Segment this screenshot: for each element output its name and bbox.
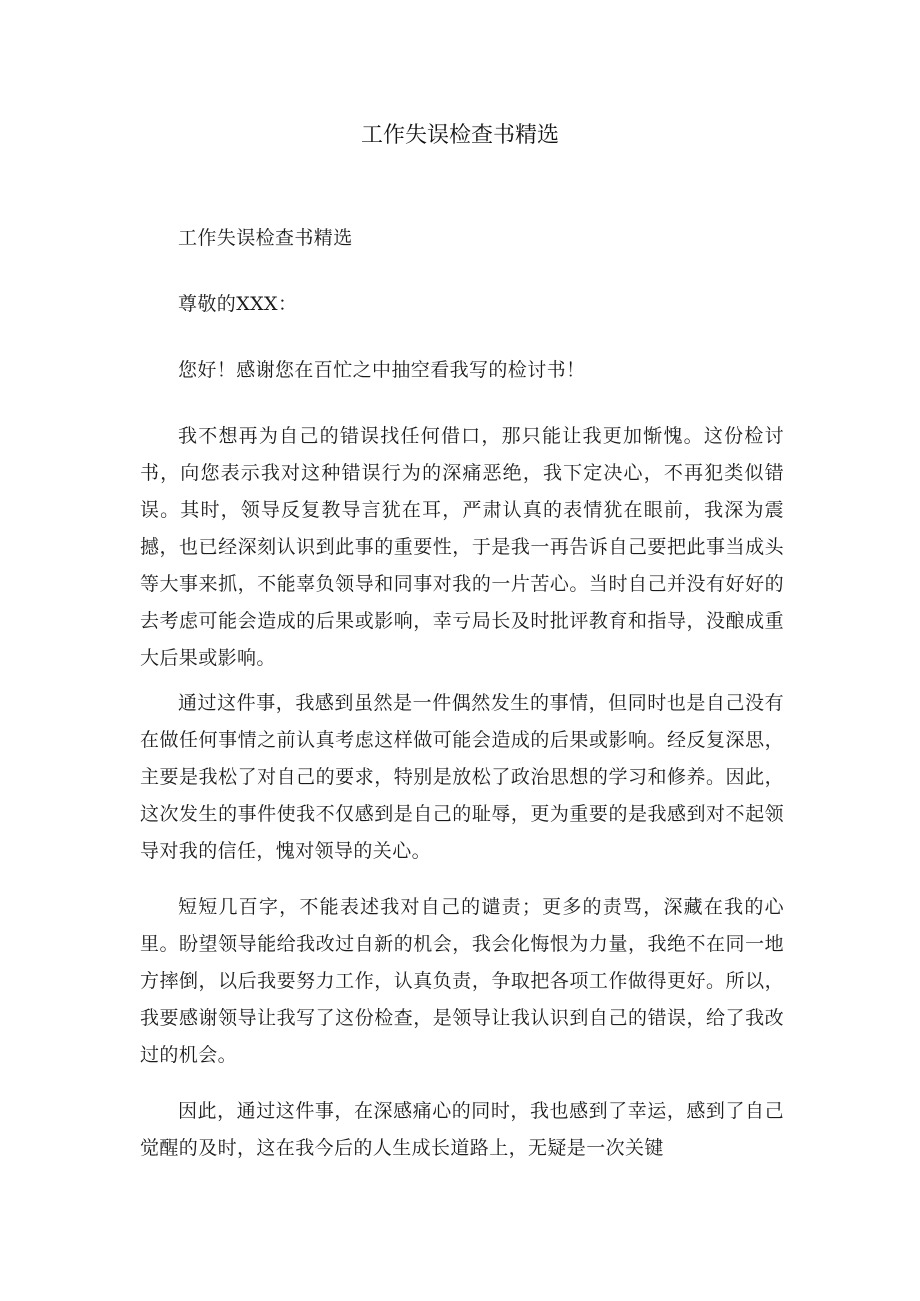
salutation: 尊敬的XXX： (178, 293, 298, 315)
document-subtitle: 工作失误检查书精选 (178, 227, 353, 249)
paragraph: 因此，通过这件事，在深感痛心的同时，我也感到了幸运，感到了自己觉醒的及时，这在我今后的人生成长道路上，无疑是一次关键 (140, 1100, 784, 1159)
paragraph: 短短几百字，不能表述我对自己的谴责；更多的责骂，深藏在我的心里。盼望领导能给我改过自新的机会，我会化悔恨为力量，我绝不在同一地方摔倒，以后我要努力工作，认真负责，争取把各项工作做得更好。所以，我要感谢领导让我写了这份检查，是领导让我认识到自己的错误，给了我改过的机会。 (140, 896, 784, 1066)
paragraph: 我不想再为自己的错误找任何借口，那只能让我更加惭愧。这份检讨书，向您表示我对这种错误行为的深痛恶绝，我下定决心，不再犯类似错误。其时，领导反复教导言犹在耳，严肃认真的表情犹在眼前，我深为震撼，也已经深刻认识到此事的重要性，于是我一再告诉自己要把此事当成头等大事来抓，不能辜负领导和同事对我的一片苦心。当时自己并没有好好的去考虑可能会造成的后果或影响，幸亏局长及时批评教育和指导，没酿成重大后果或影响。 (140, 425, 784, 669)
greeting: 您好！感谢您在百忙之中抽空看我写的检讨书！ (178, 359, 586, 381)
document-title: 工作失误检查书精选 (360, 123, 559, 148)
paragraph: 通过这件事，我感到虽然是一件偶然发生的事情，但同时也是自己没有在做任何事情之前认真考虑这样做可能会造成的后果或影响。经反复深思，主要是我松了对自己的要求，特别是放松了政治思想的学习和修养。因此，这次发生的事件使我不仅感到是自己的耻辱，更为重要的是我感到对不起领导对我的信任，愧对领导的关心。 (140, 692, 784, 862)
